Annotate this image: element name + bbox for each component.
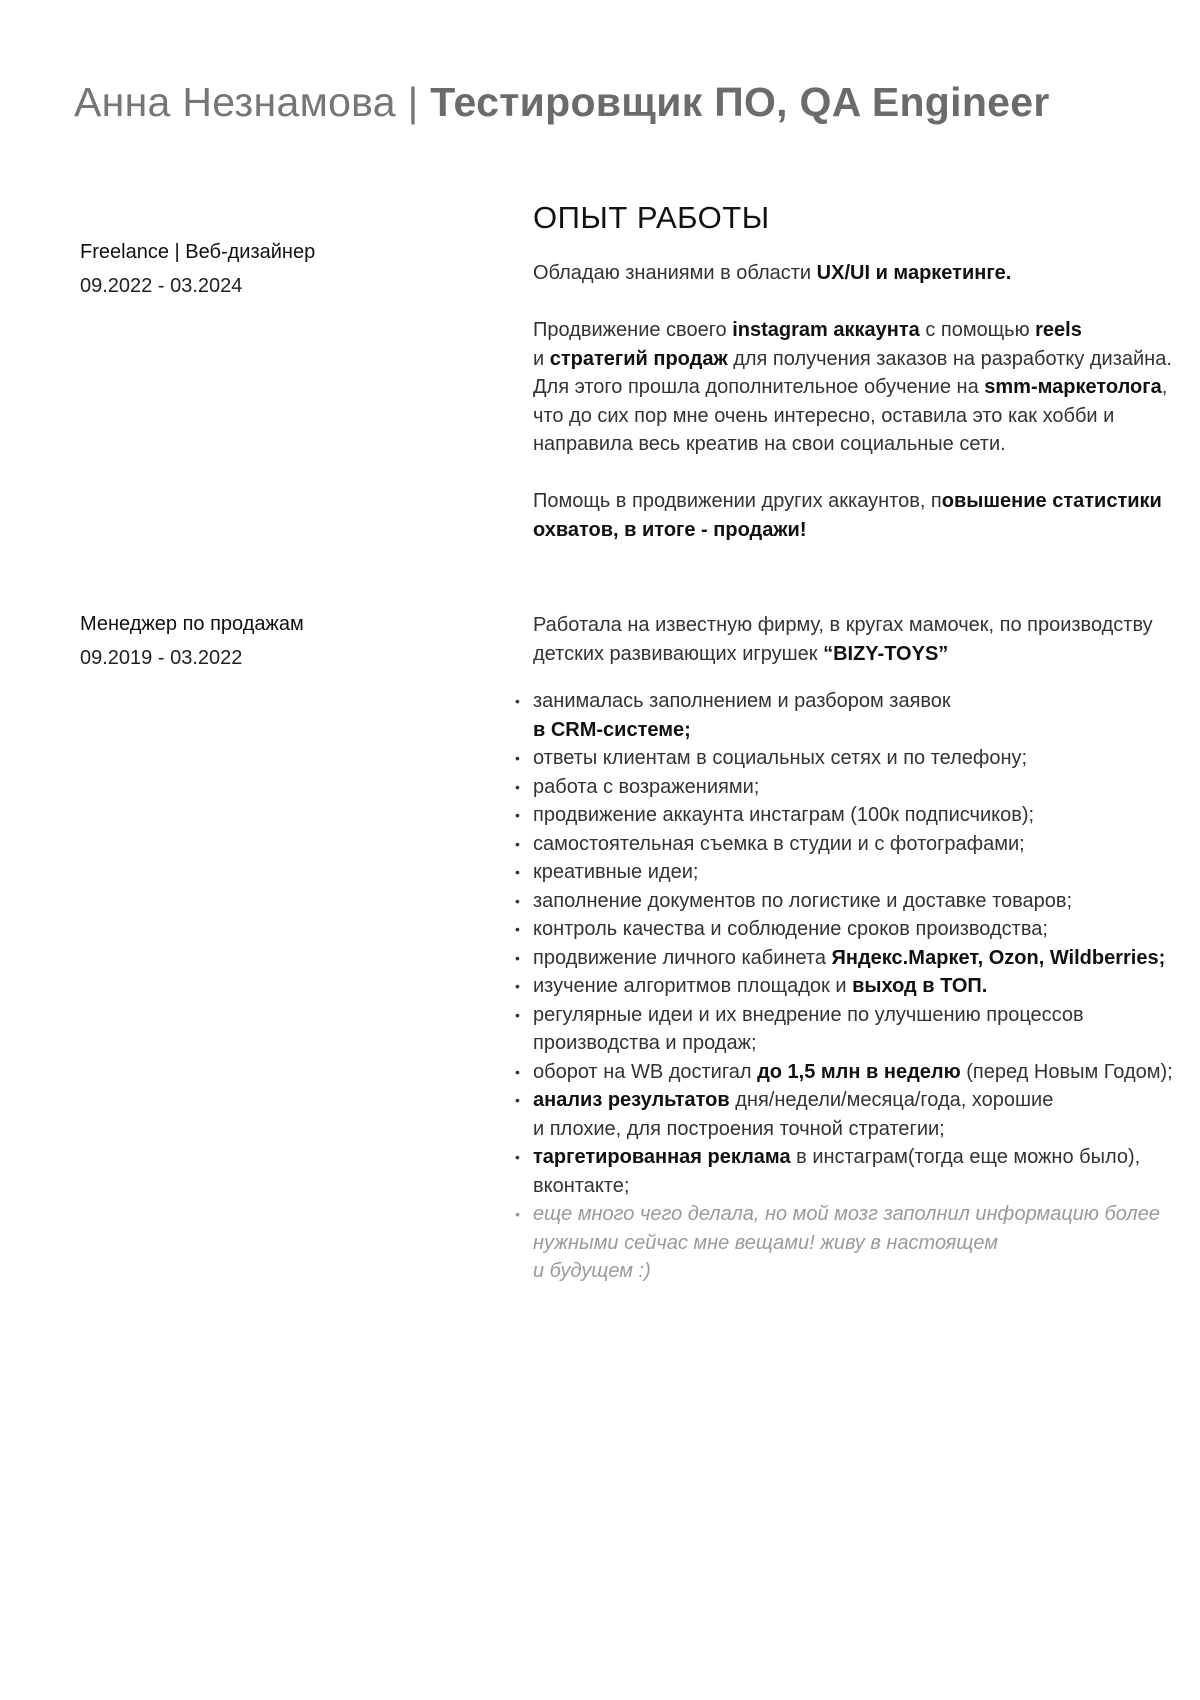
job-title: Freelance | Веб-дизайнер <box>80 241 316 263</box>
freelance-paragraph-promotion: Продвижение своего instagram аккаунта с помощью reels и стратегий продаж для получения заказов на разработку дизайна. Для этого прошла дополнительное обучение на smm-маркетолога, что до сих пор мне очень интересно, оставила это как хобби и направила весь креатив на свои социальные сети. <box>533 319 1172 455</box>
list-item: • ответы клиентам в социальных сетях и по телефону; <box>533 744 1183 773</box>
list-item: • анализ результатов дня/недели/месяца/года, хорошие и плохие, для построения точной стратегии; <box>533 1086 1183 1143</box>
candidate-role: Тестировщик ПО, QA Engineer <box>430 79 1050 125</box>
list-item: • работа с возражениями; <box>533 773 1183 802</box>
list-item: • изучение алгоритмов площадок и выход в ТОП. <box>533 972 1183 1001</box>
sales-intro: Работала на известную фирму, в кругах мамочек, по производству детских развивающих игрушек “BIZY-TOYS” <box>533 614 1153 665</box>
candidate-name: Анна Незнамова <box>74 79 396 125</box>
list-item: • креативные идеи; <box>533 858 1183 887</box>
sales-description <box>533 611 1183 1286</box>
list-item-note: • еще много чего делала, но мой мозг заполнил информацию более нужными сейчас мне вещами! живу в настоящем и будущем :) <box>533 1200 1183 1286</box>
list-item: • контроль качества и соблюдение сроков производства; <box>533 915 1183 944</box>
freelance-description <box>533 259 1183 544</box>
job-entry-freelance <box>80 235 500 303</box>
job-entry-sales <box>80 607 500 675</box>
list-item: • таргетированная реклама в инстаграм(тогда еще можно было), вконтакте; <box>533 1143 1183 1200</box>
freelance-paragraph-skills: Обладаю знаниями в области UX/UI и маркетинге. <box>533 262 1012 284</box>
list-item: • занималась заполнением и разбором заявок в CRM-системе; <box>533 687 1183 744</box>
resume-header <box>74 72 1050 132</box>
freelance-paragraph-help: Помощь в продвижении других аккаунтов, повышение статистики охватов, в итоге - продажи! <box>533 490 1162 541</box>
header-separator: | <box>407 79 419 125</box>
job-dates: 09.2022 - 03.2024 <box>80 275 243 297</box>
list-item: • заполнение документов по логистике и доставке товаров; <box>533 887 1183 916</box>
list-item: • самостоятельная съемка в студии и с фотографами; <box>533 830 1183 859</box>
list-item: • регулярные идеи и их внедрение по улучшению процессов производства и продаж; <box>533 1001 1183 1058</box>
list-item: • продвижение личного кабинета Яндекс.Маркет, Ozon, Wildberries; <box>533 944 1183 973</box>
job-dates: 09.2019 - 03.2022 <box>80 647 243 669</box>
job-title: Менеджер по продажам <box>80 613 304 635</box>
duties-list <box>533 687 1183 1286</box>
section-title: ОПЫТ РАБОТЫ <box>533 200 770 235</box>
list-item: • продвижение аккаунта инстаграм (100к подписчиков); <box>533 801 1183 830</box>
list-item: • оборот на WB достигал до 1,5 млн в неделю (перед Новым Годом); <box>533 1058 1183 1087</box>
